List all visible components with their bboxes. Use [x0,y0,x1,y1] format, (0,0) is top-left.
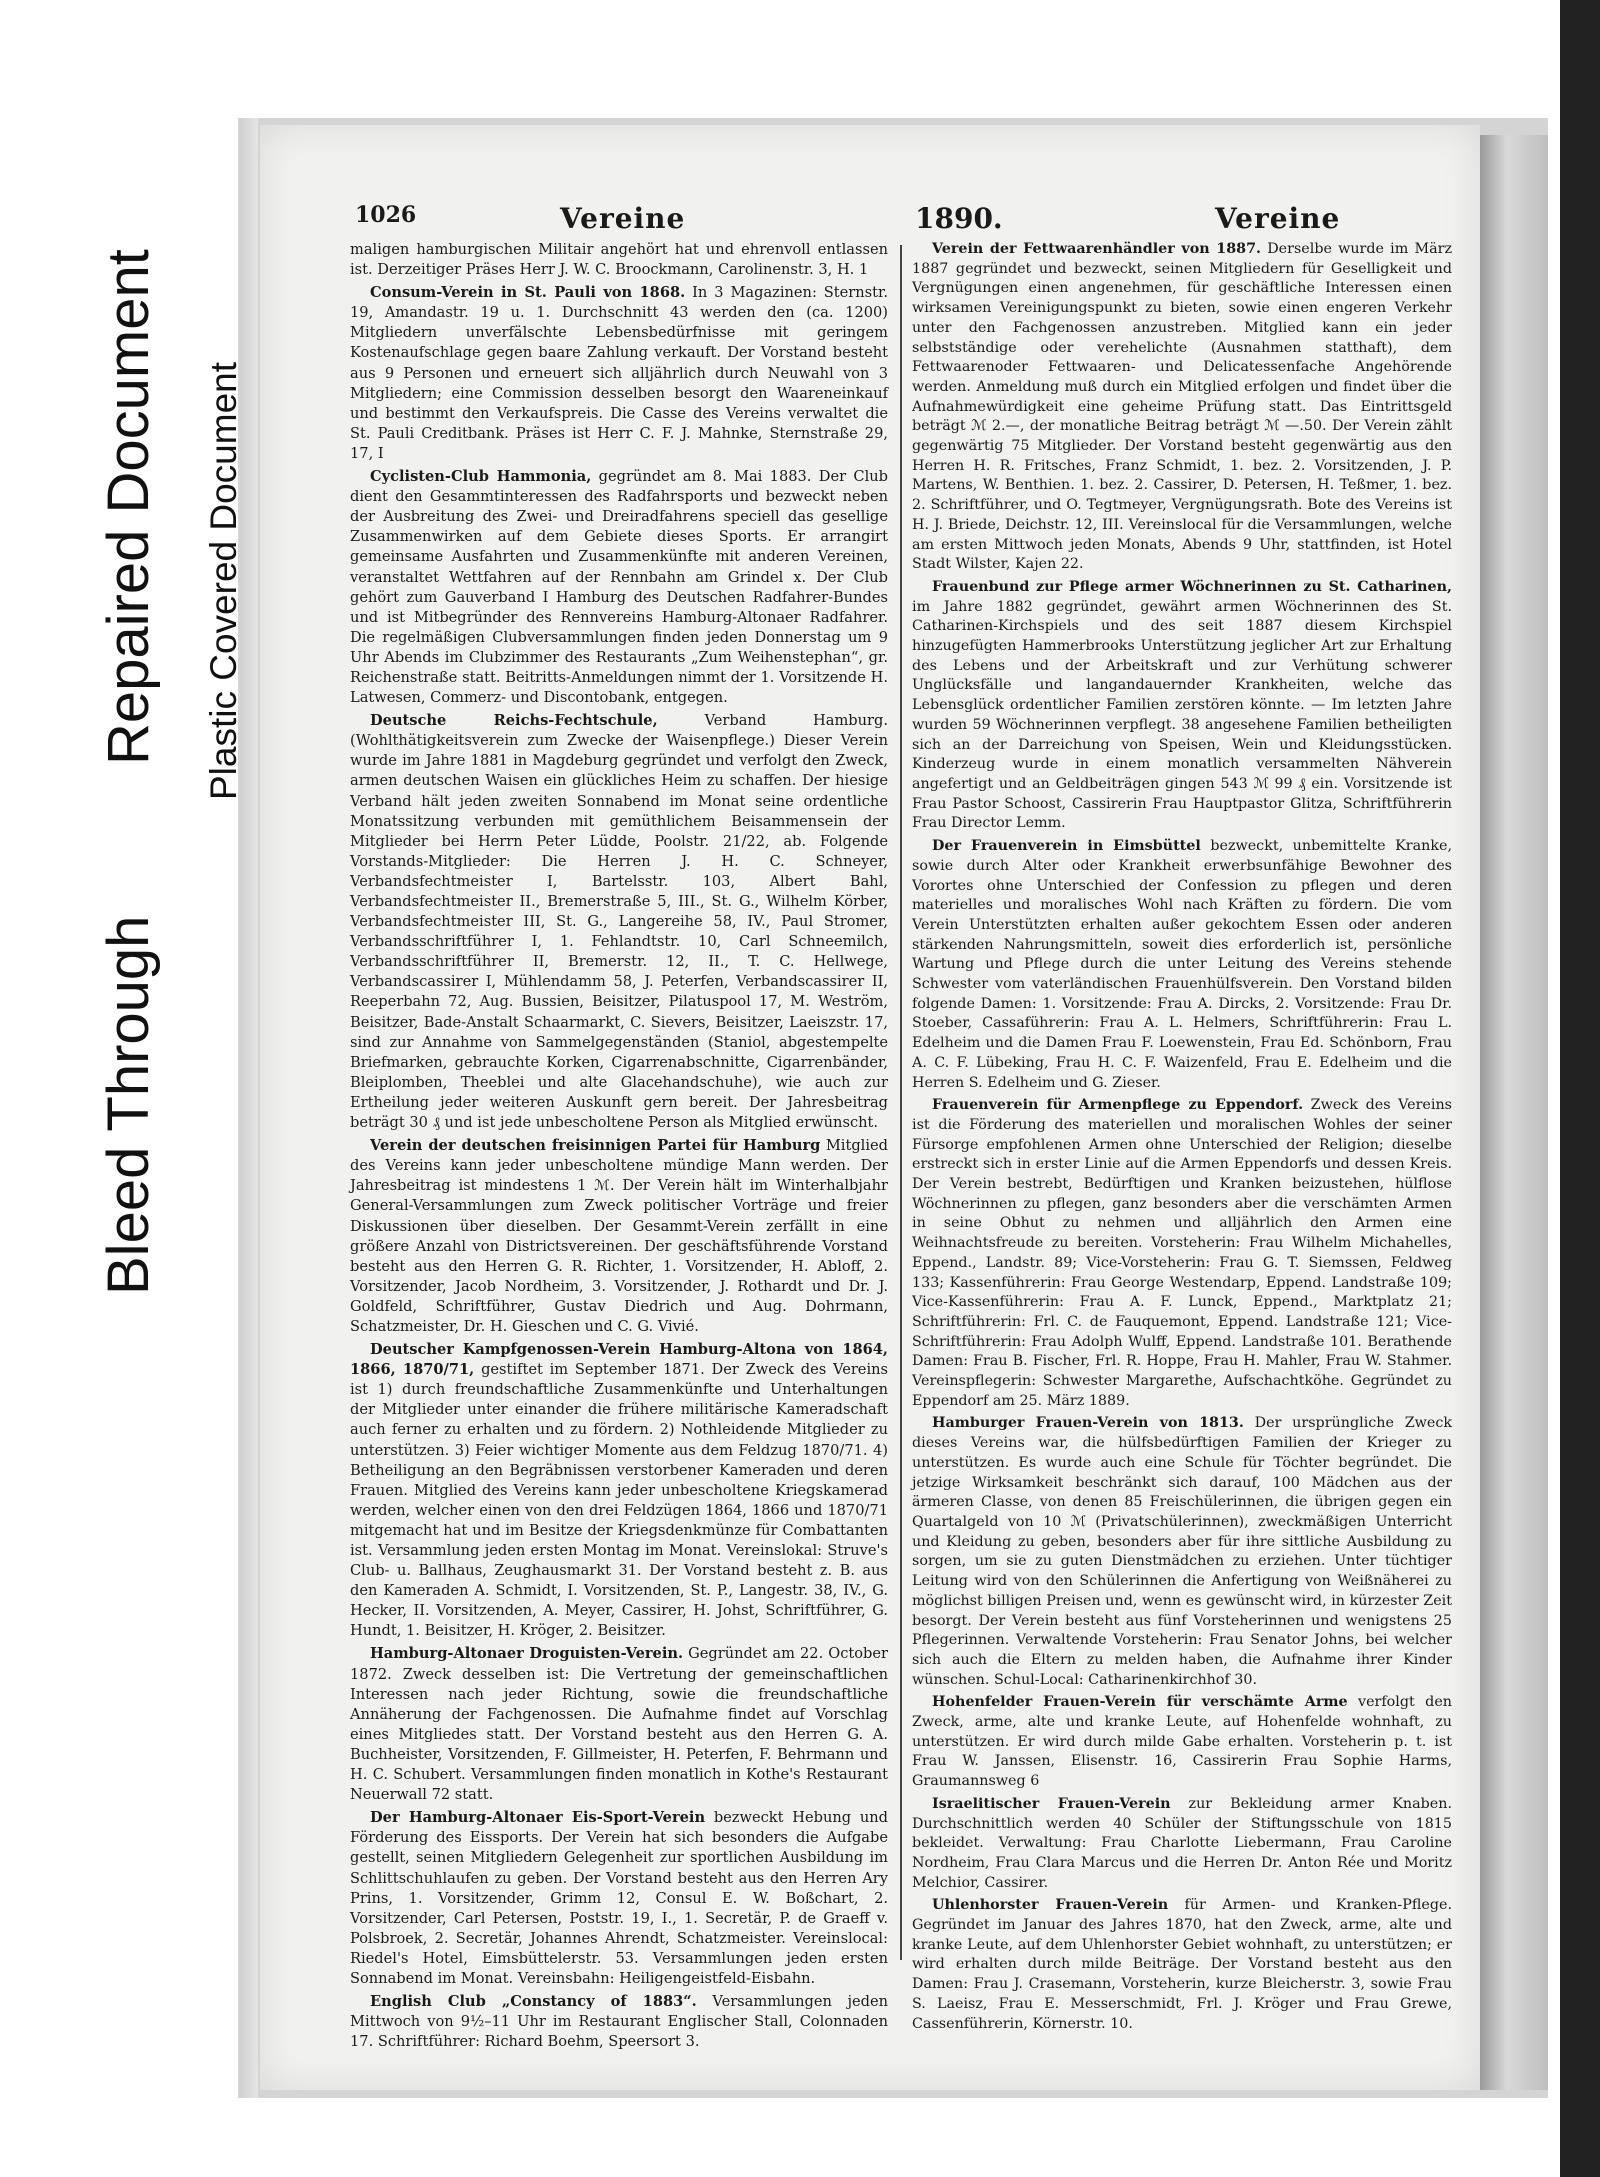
entry-title: Consum-Verein in St. Pauli von 1868. [370,284,686,302]
entry-text: Versammlungen jeden Mittwoch von 9½–11 Uhr im Restaurant Englischer Stall, Colonnaden 17. Schriftführer: Richard Boehm, Speersort 3. [350,1993,889,2051]
page-year: 1890. [915,202,1003,235]
left-column [350,240,888,2055]
entry-text: gestiftet im September 1871. Der Zweck des Vereins ist 1) durch freundschaftliche Zusammenkünfte und Unterhaltungen der Mitglieder unter einander die frühere militärische Kameradschaft auch ferner zu erhalten und zu fördern. 2) Nothleidende Mitglieder zu unterstützen. 3) Feier wichtiger Momente aus dem Feldzug 1870/71. 4) Betheiligung an den Begräbnissen verstorbener Kameraden und deren Frauen. Mitglied des Vereins kann jeder unbescholtene Kriegskamerad werden, welcher einen von den drei Feldzügen 1864, 1866 und 1870/71 mitgemacht hat und im Besitze der Kriegsdenkmünze für Combattanten ist. Versammlung jeden ersten Montag im Monat. Vereinslokal: Struve's Club- u. Ballhaus, Zeughausmarkt 31. Der Vorstand besteht z. B. aus den Kameraden A. Schmidt, I. Vorsitzenden, St. P., Langestr. 38, IV., G. Hecker, II. Vorsitzenden, A. Meyer, Cassirer, H. Johst, Schriftführer, G. Hundt, 1. Beisitzer, H. Kröger, 2. Beisitzer. [350,1361,888,1640]
entry-title: Deutscher Kampfgenossen-Verein Hamburg-Altona von 1864, 1866, 1870/71, [350,1341,888,1379]
entry-title: Cyclisten-Club Hammonia, [370,468,592,486]
entry [912,578,1452,834]
entry-title: Der Frauenverein in Eimsbüttel [932,838,1201,855]
entry [350,1808,888,1989]
running-title-left: Vereine [560,202,686,235]
entry-text: im Jahre 1882 gegründet, gewährt armen Wöchnerinnen des St. Catharinen-Kirchspiels und des seit 1887 diesem Kirchspiel hinzugefügten Hammerbrooks Unterstützung jeglicher Art zur Erhaltung des Lebens und der Arbeitskraft und zur Verhütung schwerer Unglücksfälle und langandauernder Krankheiten, welche das Lebensglück ordentlicher Familien zerstören könnte. — Im letzten Jahre wurden 59 Wöchnerinnen verpflegt. 38 angesehene Familien betheiligten sich an der Darreichung von Speisen, Wein und Kleidungsstücken. Kinderzeug wurde in einem monatlich versammelten Nähverein angefertigt und an Geldbeiträgen gingen 543 ℳ 99 ₰ ein. Vorsitzende ist Frau Pastor Schoost, Cassirerin Frau Hauptpastor Glitza, Schriftführerin Frau Director Lemm. [912,598,1452,832]
binding-strip [1560,0,1600,2177]
entry [350,1644,888,1805]
entry-title: Hamburger Frauen-Verein von 1813. [932,1415,1244,1432]
entry [350,283,888,464]
entry-text: Verband Hamburg. (Wohlthätigkeitsverein zum Zwecke der Waisenpflege.) Dieser Verein wurde im Jahre 1881 in Magdeburg gegründet und verfolgt den Zweck, armen deutschen Waisen ein glückliches Heim zu schaffen. Der hiesige Verband hält jeden zweiten Sonnabend im Monat seine ordentliche Monatssitzung verbunden mit gemüthlichem Beisammensein der Mitglieder bei Herrn Peter Lüdde, Poolstr. 21/22, ab. Folgende Vorstands-Mitglieder: Die Herren J. H. C. Schneyer, Verbandsfechtmeister I, Bartelsstr. 103, Albert Bahl, Verbandsfechtmeister II., Bremerstraße 5, III., St. G., Wilhelm Körber, Verbandsfechtmeister III, St. G., Langereihe 58, IV., Paul Stromer, Verbandsschriftführer I, 1. Fehlandtstr. 10, Carl Schneemilch, Verbandsschriftführer II, Bremerstr. 12, II., T. C. Hellwege, Verbandscassirer I, Mühlendamm 58, J. Peterfen, Verbandscassirer II, Reeperbahn 72, Aug. Bussien, Beisitzer, Pilatuspool 17, M. Weström, Beisitzer, Bade-Anstalt Schaarmarkt, C. Sievers, Beisitzer, Laeiszstr. 17, sind zur Annahme von Sammelgegenständen (Staniol, abgestempelte Briefmarken, gebrauchte Korken, Cigarrenabschnitte, Cigarrenbänder, Bleiplomben, Theeblei und alte Glacehandschuhe), wie auch zur Ertheilung jeder weiteren Auskunft gern bereit. Der Jahresbeitrag beträgt 30 ₰ und ist jede unbescholtene Person als Mitglied erwünscht. [350,712,889,1132]
entry-text: bezweckt, unbemittelte Kranke, sowie durch Alter oder Krankheit erwerbsunfähige Bewohner des Vorortes ohne Unterschied der Confession zu pflegen und deren materielles und moralisches Wohl nach Kräften zu fördern. Die vom Verein Unterstützten erhalten außer gekochtem Essen oder anderen stärkenden Nahrungsmitteln, soweit dies erforderlich ist, persönliche Wartung und Pflege durch die unter Leitung des Vereins stehende Schwester vom vaterländischen Frauenhülfsverein. Den Vorstand bilden folgende Damen: 1. Vorsitzende: Frau A. Dircks, 2. Vorsitzende: Frau Dr. Stoeber, Cassaführerin: Frau A. L. Helmers, Schriftführerin: Frau L. Edelheim und die Damen Frau F. Loewenstein, Frau Ed. Schönborn, Frau A. C. F. Lübeking, Frau H. C. F. Waizenfeld, Frau E. Edelheim und die Herren S. Edelheim und G. Zieser. [912,838,1453,1091]
entry-title: Frauenverein für Armenpflege zu Eppendorf. [932,1097,1304,1114]
entry [912,1896,1452,2034]
entry-title: English Club „Constancy of 1883“. [370,1993,697,2011]
entry [912,1795,1452,1894]
bleed-through-label: Bleed Through [96,915,161,1295]
plastic-covered-label: Plastic Covered Document [203,361,244,800]
entry [912,837,1452,1093]
entry-title: Israelitischer Frauen-Verein [932,1795,1171,1812]
entry-text: Derselbe wurde im März 1887 gegründet und bezweckt, seinen Mitgliedern für Geselligkeit und Vergnügungen einen angenehmen, für geschäftliche Interessen einen wirksamen Vereinigungspunkt zu bieten, sowie einen engeren Verkehr unter den Fachgenossen anzustreben. Mitglied kann ein jeder selbstständige oder verehelichte (Ausnahmen statthaft), dem Fettwaarenoder Fettwaaren- und Delicatessenfache Angehörende werden. Anmeldung muß durch ein Mitglied erfolgen und findet über die Aufnahmewürdigkeit eine geheime Prüfung statt. Das Eintrittsgeld beträgt ℳ 2.—, der monatliche Beitrag beträgt ℳ —.50. Der Verein zählt gegenwärtig 75 Mitglieder. Der Vorstand besteht gegenwärtig aus den Herren H. R. Fritsches, Franz Schmidt, 1. bez. 2. Vorsitzenden, J. P. Martens, W. Benthien. 1. bez. 2. Cassirer, D. Petersen, H. Teßmer, 1. bez. 2. Schriftführer, und O. Tegtmeyer, Vergnügungsrath. Bote des Vereins ist H. J. Briede, Deichstr. 12, III. Vereinslocal für die Versammlungen, welche am ersten Mittwoch jeden Monats, Abends 9 Uhr, stattfinden, ist Hotel Stadt Wilster, Kajen 22. [912,241,1452,573]
entry [350,1340,888,1641]
column-divider [900,245,902,1960]
entry [912,1693,1452,1792]
entry [350,711,888,1133]
entry-text: maligen hamburgischen Militair angehört hat und ehrenvoll entlassen ist. Derzeitiger Präses Herr J. W. C. Broockmann, Carolinenstr. 3, H. 1 [350,241,888,279]
entry-text: Der ursprüngliche Zweck dieses Vereins war, die hülfsbedürftigen Familien der Krieger zu unterstützen. Es wurde auch eine Schule für Töchter begründet. Die jetzige Wirksamkeit beschränkt sich darauf, 100 Mädchen aus der ärmeren Classe, von denen 85 Freischülerinnen, die übrigen gegen ein Quartalgeld von 10 ℳ (Privatschülerinnen), zweckmäßigen Unterricht und Kleidung zu geben, besonders aber für ihre sittliche Ausbildung zu sorgen, um sie zu guten Dienstmädchen zu erziehen. Unter tüchtiger Leitung wird von den Schülerinnen die Anfertigung von Weißnäherei zu möglichst billigen Preisen und, wenn es gewünscht wird, in kürzester Zeit besorgt. Der Verein besteht aus fünf Vorsteherinnen und wenigstens 25 Pflegerinnen. Verwaltende Vorsteherin: Frau Senator Johns, bei welcher sich auch die Eltern zu melden haben, die Aufnahme ihrer Kinder wünschen. Schul-Local: Catharinenkirchhof 30. [912,1415,1453,1688]
entry-text: Mitglied des Vereins kann jeder unbescholtene mündige Mann werden. Der Jahresbeitrag ist mindestens 1 ℳ. Der Verein hält im Winterhalbjahr General-Versammlungen zum Zweck politischer Vorträge und freier Diskussionen über dieselben. Der Gesammt-Verein zerfällt in eine größere Anzahl von Districtsvereinen. Der geschäftsführende Vorstand besteht aus den Herren G. R. Richter, 1. Vorsitzender, H. Abloff, 2. Vorsitzender, Jacob Nordheim, 3. Vorsitzender, J. Rothardt und Dr. J. Goldfeld, Schriftführer, Gustav Diedrich und Aug. Dohrmann, Schatzmeister, Dr. H. Gieschen und C. G. Vivié. [350,1137,888,1335]
entry-text: gegründet am 8. Mai 1883. Der Club dient den Gesammtinteressen des Radfahrsports und bezweckt neben der Ausbreitung des Zwei- und Dreiradfahrens speciell das gesellige Zusammenwirken auf dem Gebiete dieses Sports. Er arrangirt gemeinsame Ausfahrten und Zusammenkünfte mit anderen Vereinen, veranstaltet Wettfahren auf der Rennbahn am Grindel x. Der Club gehört zum Gauverband I Hamburg des Deutschen Radfahrer-Bundes und ist Mitbegründer des Rennvereins Hamburg-Altonaer Radfahrer. Die regelmäßigen Clubversammlungen finden jeden Donnerstag um 9 Uhr Abends im Clubzimmer des Restaurants „Zum Weihenstephan“, gr. Reichenstraße statt. Beitritts-Anmeldungen nimmt der 1. Vorsitzende H. Latwesen, Commerz- und Discontobank, entgegen. [350,468,888,707]
entry [350,1992,888,2052]
entry [912,240,1452,575]
entry [350,1136,888,1337]
entry-text: Zweck des Vereins ist die Förderung des materiellen und moralischen Wohles der seiner Fürsorge empfohlenen Armen ohne Unterschied der Religion; dieselbe erstreckt sich in erster Linie auf die Armen Eppendorfs und dessen Kreis. Der Verein bestrebt, Bedürftigen und Kranken beizustehen, hülflose Wöchnerinnen zu pflegen, ganz besonders aber die verschämten Armen in seine Obhut zu nehmen und alljährlich den Armen eine Weihnachtsfreude zu bereiten. Vorsteherin: Frau Wilhelm Michahelles, Eppend., Landstr. 89; Vice-Vorsteherin: Frau G. T. Siemssen, Feldweg 133; Kassenführerin: Frau George Westendarp, Eppend. Landstraße 109; Vice-Kassenführerin: Frau A. F. Lunck, Eppend., Marktplatz 21; Schriftführerin: Frl. C. de Fauquemont, Eppend. Landstraße 121; Vice-Schriftführerin: Frau Adolph Wulff, Eppend. Landstraße 101. Berathende Damen: Frau B. Fischer, Frl. R. Hoppe, Frau H. Mahler, Frau W. Stahmer. Vereinspflegerin: Schwester Margarethe, Aufschachtköhe. Gegründet zu Eppendorf am 25. März 1889. [912,1097,1453,1409]
entry-title: Deutsche Reichs-Fechtschule, [370,712,658,730]
entry [912,1096,1452,1411]
entry [350,240,888,280]
entry-title: Verein der deutschen freisinnigen Partei für Hamburg [370,1137,821,1155]
running-title-right: Vereine [1215,202,1341,235]
page-header [355,202,1341,238]
entry-text: zur Bekleidung armer Knaben. Durchschnittlich werden 40 Schüler der Stiftungsschule von 1815 bekleidet. Verwaltung: Frau Charlotte Liebermann, Frau Caroline Nordheim, Frau Clara Marcus und die Herren Dr. Anton Rée und Moritz Melchior, Cassirer. [912,1795,1453,1891]
right-column [912,240,1452,2037]
entry-title: Hohenfelder Frauen-Verein für verschämte Arme [932,1694,1348,1711]
page-edge-shadow [1480,135,1548,2090]
entry-title: Verein der Fettwaarenhändler von 1887. [932,241,1262,257]
entry-text: Gegründet am 22. October 1872. Zweck desselben ist: Die Vertretung der gemeinschaftlichen Interessen nach jeder Richtung, sowie die freundschaftliche Annäherung der Fachgenossen. Die Aufnahme findet auf Vorschlag eines Mitgliedes statt. Der Vorstand besteht aus den Herren G. A. Buchheister, Vorsitzenden, F. Gillmeister, H. Peterfen, F. Behrmann und H. C. Schubert. Versammlungen finden monatlich in Kothe's Restaurant Neuerwall 72 statt. [350,1645,888,1804]
entry [912,1414,1452,1690]
entry-title: Uhlenhorster Frauen-Verein [932,1897,1169,1914]
page-number: 1026 [355,202,417,228]
entry-title: Frauenbund zur Pflege armer Wöchnerinnen zu St. Catharinen, [932,578,1452,595]
entry-text: verfolgt den Zweck, arme, alte und kranke Leute, auf Hohenfelde wohnhaft, zu unterstützen. Er wird durch milde Gabe erhalten. Vorsteherin p. t. ist Frau W. Janssen, Elisenstr. 16, Cassirerin Frau Sophie Harms, Graumannsweg 6 [912,1694,1453,1790]
entry-text: In 3 Magazinen: Sternstr. 19, Amandastr. 19 u. 1. Durchschnitt 43 werden den (ca. 1200) Mitgliedern unverfälschte Lebensbedürfnisse mit geringem Kostenaufschlage gegen baare Zahlung verkauft. Der Vorstand besteht aus 9 Personen und erneuert sich alljährlich durch Neuwahl von 3 Mitgliedern; eine Commission desselben besorgt den Waareneinkauf und bestimmt den Verkaufspreis. Die Casse des Vereins verwaltet die St. Pauli Creditbank. Präses ist Herr C. F. J. Mahnke, Sternstraße 29, 17, I [350,284,889,462]
entry-title: Der Hamburg-Altonaer Eis-Sport-Verein [370,1809,706,1827]
repaired-document-label: Repaired Document [96,249,161,765]
entry [350,467,888,708]
entry-title: Hamburg-Altonaer Droguisten-Verein. [370,1645,684,1663]
entry-text: bezweckt Hebung und Förderung des Eissports. Der Verein hat sich besonders die Aufgabe gestellt, seinen Mitgliedern Gelegenheit zur sportlichen Ausbildung im Schlittschuhlaufen zu geben. Der Vorstand besteht aus den Herren Ary Prins, 1. Vorsitzender, Grimm 12, Consul E. W. Boßchart, 2. Vorsitzender, Carl Petersen, Poststr. 19, I., 1. Secretär, P. de Graeff v. Polsbroek, 2. Secretär, Johannes Ahrendt, Schatzmeister. Vereinslocal: Riedel's Hotel, Eimsbüttelerstr. 53. Versammlungen jeden ersten Sonnabend im Monat. Vereinsbahn: Heiligengeistfeld-Eisbahn. [350,1809,888,1987]
entry-text: für Armen- und Kranken-Pflege. Gegründet im Januar des Jahres 1870, hat den Zweck, arme, alte und kranke Leute, auf dem Uhlenhorster Gebiet wohnhaft, zu unterstützen; er wird erhalten durch milde Beiträge. Der Vorstand besteht aus den Damen: Frau J. Crasemann, Vorsteherin, kurze Bleicherstr. 3, sowie Frau S. Laeisz, Frau E. Messerschmidt, Frl. J. Kröger und Frau Grewe, Cassenführerin, Körnerstr. 10. [912,1897,1453,2032]
